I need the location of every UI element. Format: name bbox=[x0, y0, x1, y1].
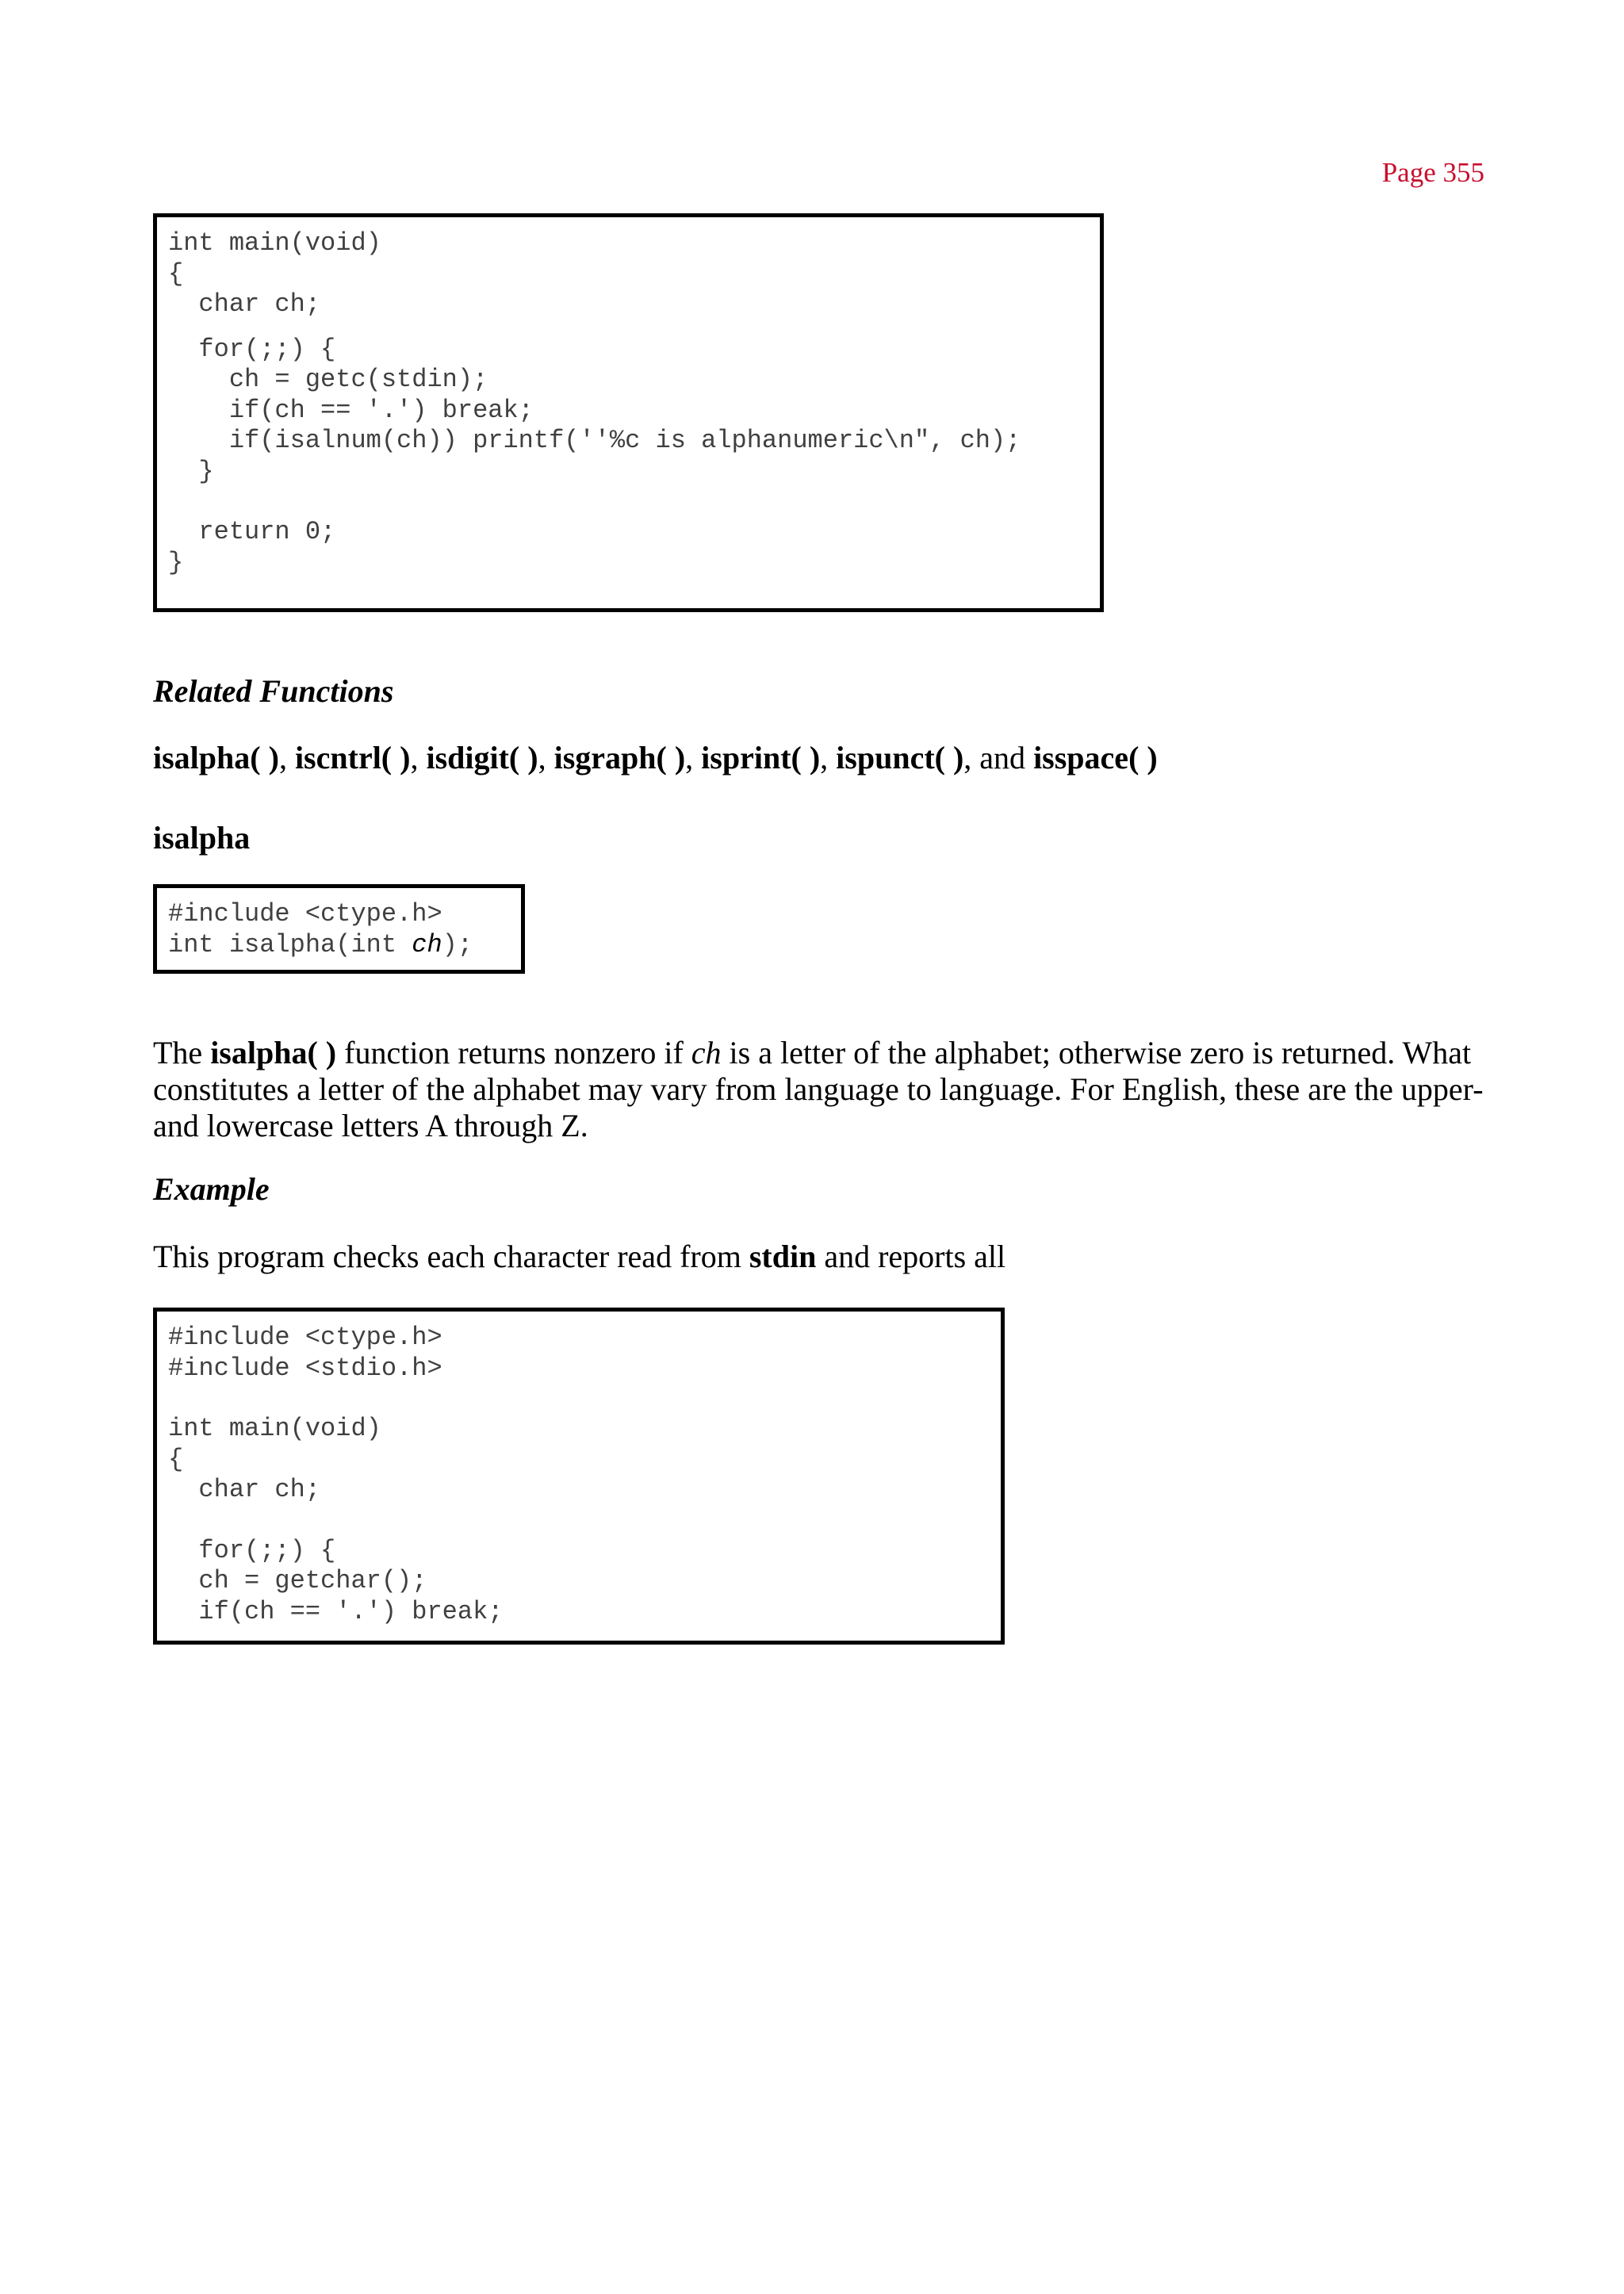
function-name: isalpha( ) bbox=[210, 1035, 337, 1070]
code-line: #include <ctype.h> bbox=[168, 899, 442, 929]
function-ref-iscntrl: iscntrl( ) bbox=[294, 740, 411, 776]
code-blank-line bbox=[168, 1384, 1001, 1414]
code-line: #include <ctype.h> bbox=[168, 1323, 442, 1352]
code-line: { bbox=[168, 259, 184, 289]
code-line: int isalpha(int ch); bbox=[168, 929, 473, 959]
code-line: if(ch == '.') break; bbox=[168, 1596, 504, 1626]
code-line: } bbox=[168, 456, 214, 486]
param-name: ch bbox=[412, 929, 442, 959]
code-line: if(isalnum(ch)) printf(''%c is alphanumeric\n", ch); bbox=[168, 426, 1021, 455]
code-line: char ch; bbox=[168, 289, 321, 319]
code-block-example bbox=[153, 1308, 1005, 1645]
code-line: } bbox=[168, 547, 184, 577]
example-intro: This program checks each character read from stdin and reports all bbox=[153, 1239, 1006, 1274]
function-ref-isprint: isprint( ) bbox=[701, 740, 821, 776]
function-ref-isdigit: isdigit( ) bbox=[426, 740, 538, 776]
code-line: ch = getc(stdin); bbox=[168, 365, 488, 394]
code-line: int main(void) bbox=[168, 228, 381, 258]
example-heading: Example bbox=[153, 1171, 270, 1207]
param-name: ch bbox=[691, 1035, 722, 1070]
code-line: if(ch == '.') break; bbox=[168, 395, 534, 425]
related-functions-list: isalpha( ), iscntrl( ), isdigit( ), isgraph( ), isprint( ), ispunct( ), and isspace( ) bbox=[153, 740, 1158, 776]
code-line: char ch; bbox=[168, 1475, 321, 1504]
page-number: Page 355 bbox=[1381, 157, 1484, 188]
function-ref-isgraph: isgraph( ) bbox=[553, 740, 686, 776]
section-title: isalpha bbox=[153, 820, 251, 856]
code-line: int main(void) bbox=[168, 1414, 381, 1443]
code-line: for(;;) { bbox=[168, 1535, 336, 1565]
code-line: for(;;) { bbox=[168, 334, 336, 364]
code-line: #include <stdio.h> bbox=[168, 1353, 442, 1383]
function-ref-ispunct: ispunct( ) bbox=[836, 740, 964, 776]
code-blank-line bbox=[168, 487, 1100, 517]
code-block-main-loop bbox=[153, 213, 1104, 612]
code-blank-line bbox=[168, 1506, 1001, 1536]
code-block-prototype bbox=[153, 884, 525, 974]
description-paragraph: The isalpha( ) function returns nonzero if ch is a letter of the alphabet; otherwise zero is returned. What constitutes a letter of the alphabet may vary from language to language. For English, these are the upper- and lowercase letters A through Z. bbox=[153, 1035, 1484, 1143]
code-blank-line bbox=[168, 320, 1100, 335]
code-line: return 0; bbox=[168, 517, 336, 546]
function-ref-isalpha: isalpha( ) bbox=[153, 740, 279, 776]
code-line: ch = getchar(); bbox=[168, 1566, 427, 1595]
function-ref-isspace: isspace( ) bbox=[1033, 740, 1158, 776]
stream-name: stdin bbox=[749, 1239, 817, 1274]
code-line: { bbox=[168, 1444, 184, 1474]
related-functions-heading: Related Functions bbox=[153, 673, 394, 709]
